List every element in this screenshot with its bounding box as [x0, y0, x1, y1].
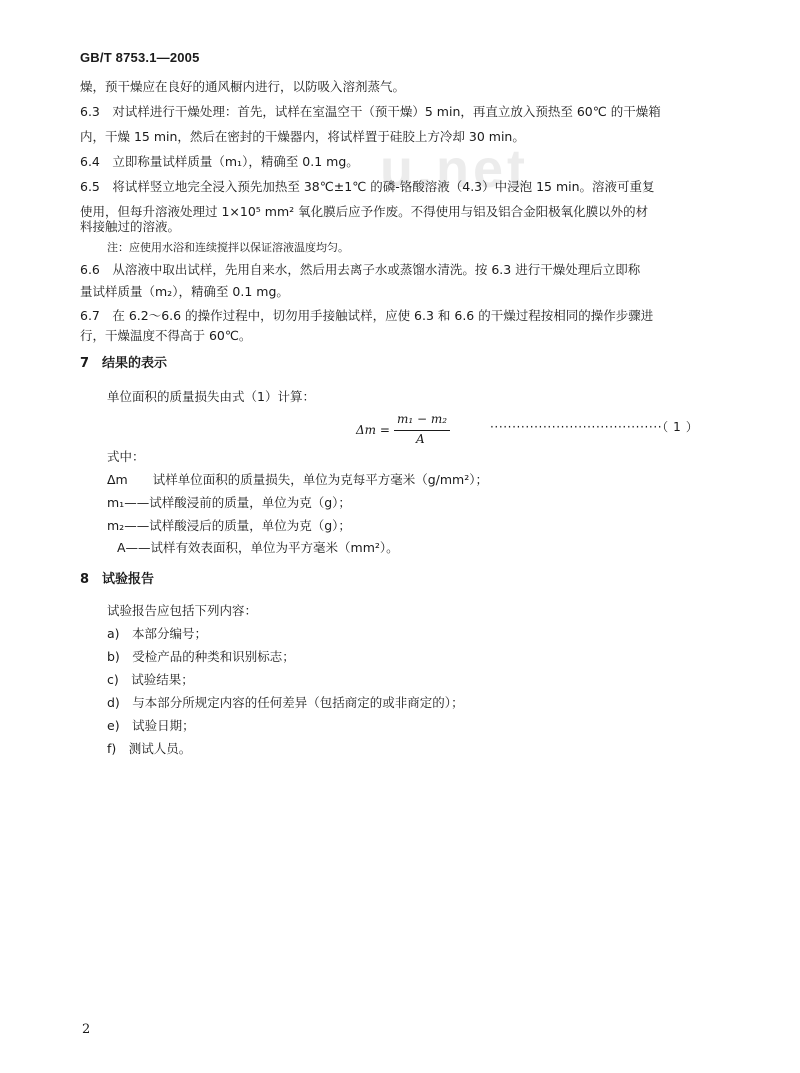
paragraph-line: 量试样质量（m₂），精确至 0.1 mg。 — [80, 284, 289, 299]
list-item: c) 试验结果； — [107, 672, 194, 687]
clause-6-3: 6.3 对试样进行干燥处理：首先，试样在室温空干（预干燥）5 min，再直立放入预热至 60℃ 的干燥箱 — [80, 104, 661, 119]
paragraph-line: 行，干燥温度不得高于 60℃。 — [80, 328, 252, 343]
leader-dots: ······································· — [490, 420, 663, 434]
variable-definition: A——试样有效表面积，单位为平方毫米（mm²）。 — [117, 540, 399, 555]
list-item: a) 本部分编号； — [107, 626, 208, 641]
paragraph-line: 料接触过的溶液。 — [80, 219, 181, 234]
formula-leader — [490, 418, 698, 435]
fraction-bar — [394, 430, 450, 431]
formula-denominator: A — [416, 432, 425, 446]
watermark: u.net — [380, 139, 529, 199]
paragraph-line: 燥，预干燥应在良好的通风橱内进行，以防吸入溶剂蒸气。 — [80, 79, 406, 94]
variable-definition: Δm 试样单位面积的质量损失，单位为克每平方毫米（g/mm²）； — [107, 472, 488, 487]
report-intro: 试验报告应包括下列内容： — [107, 603, 258, 618]
where-label: 式中： — [107, 449, 145, 464]
list-item: f) 测试人员。 — [107, 741, 192, 756]
list-item: d) 与本部分所规定内容的任何差异（包括商定的或非商定的）； — [107, 695, 464, 710]
clause-6-6: 6.6 从溶液中取出试样，先用自来水，然后用去离子水或蒸馏水清洗。按 6.3 进行干燥处理后立即称 — [80, 262, 641, 277]
formula-lhs: Δm = — [356, 423, 390, 437]
variable-definition: m₁——试样酸浸前的质量，单位为克（g）； — [107, 495, 351, 510]
formula-intro: 单位面积的质量损失由式（1）计算： — [107, 389, 315, 404]
section-title: 7 结果的表示 — [80, 356, 168, 371]
formula-number: （ 1 ） — [662, 420, 699, 434]
paragraph-line: 内，干燥 15 min，然后在密封的干燥器内，将试样置于硅胶上方冷却 30 min。 — [80, 129, 525, 144]
clause-6-5: 6.5 将试样竖立地完全浸入预先加热至 38℃±1℃ 的磷-铬酸溶液（4.3）中浸泡 15 min。溶液可重复 — [80, 179, 655, 194]
variable-definition: m₂——试样酸浸后的质量，单位为克（g）； — [107, 518, 351, 533]
list-item: e) 试验日期； — [107, 718, 195, 733]
formula — [356, 412, 466, 452]
note: 注：应使用水浴和连续搅拌以保证溶液温度均匀。 — [107, 241, 349, 254]
clause-6-7: 6.7 在 6.2～6.6 的操作过程中，切勿用手接触试样，应使 6.3 和 6.6 的干燥过程按相同的操作步骤进 — [80, 308, 654, 323]
page-number: 2 — [82, 1022, 91, 1037]
standard-code: GB/T 8753.1—2005 — [80, 50, 200, 65]
clause-6-4: 6.4 立即称量试样质量（m₁），精确至 0.1 mg。 — [80, 154, 359, 169]
section-title: 8 试验报告 — [80, 572, 155, 587]
paragraph-line: 使用，但每升溶液处理过 1×10⁵ mm² 氧化膜后应予作废。不得使用与铝及铝合金阳极氧化膜以外的材 — [80, 204, 649, 219]
list-item: b) 受检产品的种类和识别标志； — [107, 649, 295, 664]
formula-numerator: m₁ − m₂ — [397, 412, 448, 426]
